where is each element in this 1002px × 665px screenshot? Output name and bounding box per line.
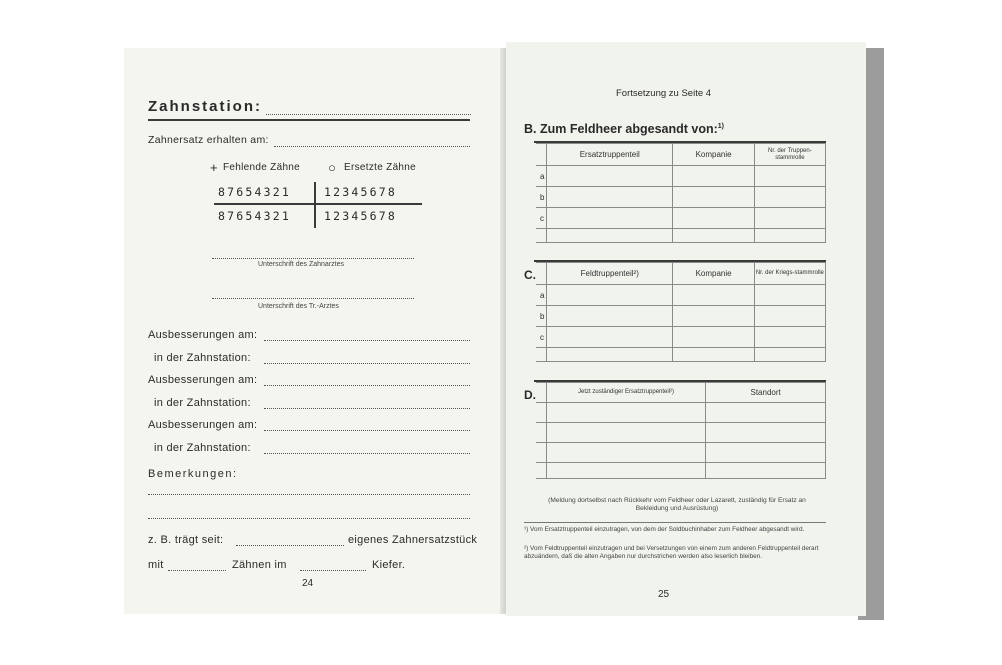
- section-b-cell[interactable]: [754, 208, 825, 229]
- teeth-upper-right: 12345678: [324, 185, 397, 199]
- section-d-table: [536, 382, 826, 479]
- repair-3-date-line[interactable]: [264, 430, 470, 431]
- missing-teeth-legend: Fehlende Zähne: [223, 162, 301, 173]
- section-b-cell[interactable]: [673, 187, 754, 208]
- repair-1-date-label: Ausbesserungen am:: [148, 329, 258, 341]
- section-b-cell[interactable]: [547, 187, 673, 208]
- section-b-row-c: [536, 208, 826, 229]
- tooth-chart-vertical: [314, 182, 316, 228]
- section-c-cell[interactable]: [547, 348, 673, 362]
- section-c-cell[interactable]: [754, 327, 825, 348]
- teeth-in-label: Zähnen im: [232, 559, 287, 571]
- left-page-title: Zahnstation:: [148, 98, 262, 115]
- jaw-label: Kiefer.: [372, 559, 406, 571]
- teeth-count-line[interactable]: [168, 570, 226, 571]
- right-page: [506, 42, 866, 616]
- own-denture-label: eigenes Zahnersatzstück: [348, 534, 478, 546]
- section-c-cell[interactable]: [673, 327, 754, 348]
- section-d-header-unit: Jetzt zuständiger Ersatztruppenteil²): [546, 383, 705, 403]
- section-b-row-a: [536, 166, 826, 187]
- section-d-corner-cell: [536, 383, 546, 403]
- repair-3-station-label: in der Zahnstation:: [154, 442, 251, 454]
- section-b-cell[interactable]: [754, 229, 825, 243]
- section-d-cell[interactable]: [546, 463, 705, 479]
- section-d-spacer: [536, 443, 546, 463]
- section-b-corner-cell: [536, 144, 547, 166]
- section-b-row-letter: b: [536, 187, 547, 208]
- section-b-cell[interactable]: [547, 229, 673, 243]
- missing-teeth-symbol: +: [210, 160, 218, 175]
- doctor-signature-caption: Unterschrift des Tr.-Arztes: [258, 303, 339, 310]
- section-b-header-rollnr: Nr. der Truppen-stammrolle: [754, 144, 825, 166]
- section-d-spacer: [536, 403, 546, 423]
- section-d-spacer: [536, 463, 546, 479]
- section-d-cell[interactable]: [546, 403, 705, 423]
- section-d-letter: D.: [524, 388, 536, 402]
- section-c-table: [536, 262, 826, 362]
- section-b-title-text: B. Zum Feldheer abgesandt von:: [524, 122, 718, 136]
- section-b-header-row: [536, 144, 826, 166]
- section-d-cell[interactable]: [546, 423, 705, 443]
- section-d-cell[interactable]: [706, 403, 826, 423]
- with-label: mit: [148, 559, 164, 571]
- section-c-letter: C.: [524, 268, 536, 282]
- doctor-signature-line[interactable]: [212, 298, 414, 299]
- section-c-row-letter: [536, 348, 547, 362]
- section-b-row-letter: a: [536, 166, 547, 187]
- section-d-cell[interactable]: [546, 443, 705, 463]
- section-d-cell[interactable]: [706, 463, 826, 479]
- return-note: (Meldung dortselbst nach Rückkehr vom Feldheer oder Lazarett, zuständig für Ersatz an Bekleidung und Ausrüstung): [548, 497, 806, 512]
- repair-1-date-line[interactable]: [264, 340, 470, 341]
- footnote-rule: [524, 522, 826, 523]
- section-c-cell[interactable]: [547, 285, 673, 306]
- left-page-number: 24: [302, 578, 314, 589]
- wears-since-label: z. B. trägt seit:: [148, 534, 224, 546]
- section-c-cell[interactable]: [673, 306, 754, 327]
- section-b-footnote-mark: 1): [717, 122, 725, 130]
- section-b-cell[interactable]: [754, 187, 825, 208]
- section-c-cell[interactable]: [754, 285, 825, 306]
- repair-1-station-line[interactable]: [264, 363, 470, 364]
- section-c-row-letter: a: [536, 285, 547, 306]
- section-c-cell[interactable]: [754, 348, 825, 362]
- section-c-cell[interactable]: [754, 306, 825, 327]
- zahnersatz-label: Zahnersatz erhalten am:: [148, 134, 269, 146]
- footnote-2: ²) Vom Feldtruppenteil einzutragen und bei Versetzungen von einem zum anderen Feldtruppenteil derart abzuändern, daß die alten Angaben nur durchstrichen werden also leserlich bleiben.: [524, 545, 819, 560]
- tooth-chart-horizontal: [214, 203, 422, 205]
- teeth-lower-left: 87654321: [218, 209, 291, 223]
- section-b-cell[interactable]: [673, 229, 754, 243]
- title-line: [266, 114, 471, 115]
- zahnersatz-line[interactable]: [274, 146, 470, 147]
- section-b-cell[interactable]: [673, 208, 754, 229]
- section-c-cell[interactable]: [547, 306, 673, 327]
- section-d-cell[interactable]: [706, 423, 826, 443]
- section-b-row-letter: [536, 229, 547, 243]
- section-b-row-extra: [536, 229, 826, 243]
- section-b-cell[interactable]: [754, 166, 825, 187]
- teeth-upper-left: 87654321: [218, 185, 291, 199]
- replaced-teeth-symbol: ○: [328, 160, 336, 175]
- section-c-header-unit: Feldtruppenteil²): [547, 263, 673, 285]
- section-c-row-letter: c: [536, 327, 547, 348]
- section-c-header-rollnr: Nr. der Kriegs-stammrolle: [754, 263, 825, 285]
- repair-2-date-line[interactable]: [264, 385, 470, 386]
- repair-3-date-label: Ausbesserungen am:: [148, 419, 258, 431]
- section-b-title: [524, 122, 724, 136]
- section-c-cell[interactable]: [673, 285, 754, 306]
- repair-3-station-line[interactable]: [264, 453, 470, 454]
- section-c-row-letter: b: [536, 306, 547, 327]
- section-b-cell[interactable]: [547, 208, 673, 229]
- footnote-1: ¹) Vom Ersatztruppenteil einzutragen, von dem der Soldbuchinhaber zum Feldheer abgesandt wird.: [524, 526, 805, 533]
- jaw-line[interactable]: [300, 570, 366, 571]
- section-d-spacer: [536, 423, 546, 443]
- section-c-cell[interactable]: [673, 348, 754, 362]
- dentist-signature-caption: Unterschrift des Zahnarztes: [258, 261, 344, 268]
- section-b-row-letter: c: [536, 208, 547, 229]
- section-b-cell[interactable]: [673, 166, 754, 187]
- section-c-row-b: [536, 306, 826, 327]
- section-b-cell[interactable]: [547, 166, 673, 187]
- right-page-number: 25: [658, 589, 670, 600]
- section-d-header-row: [536, 383, 826, 403]
- continuation-note: Fortsetzung zu Seite 4: [616, 88, 712, 99]
- section-c-row-c: [536, 327, 826, 348]
- section-c-header-row: [536, 263, 826, 285]
- teeth-lower-right: 12345678: [324, 209, 397, 223]
- section-d-row: [536, 423, 826, 443]
- section-c-header-company: Kompanie: [673, 263, 754, 285]
- section-c-row-a: [536, 285, 826, 306]
- remarks-label: Bemerkungen:: [148, 468, 238, 480]
- left-page: [124, 48, 514, 614]
- title-rule: [148, 119, 470, 121]
- section-d-cell[interactable]: [706, 443, 826, 463]
- section-b-table: [536, 143, 826, 243]
- dentist-signature-line[interactable]: [212, 258, 414, 259]
- wears-since-line[interactable]: [236, 545, 344, 546]
- section-b-header-unit: Ersatztruppenteil: [547, 144, 673, 166]
- section-d-row: [536, 463, 826, 479]
- section-b-row-b: [536, 187, 826, 208]
- section-c-cell[interactable]: [547, 327, 673, 348]
- section-c-corner-cell: [536, 263, 547, 285]
- repair-2-station-label: in der Zahnstation:: [154, 397, 251, 409]
- remarks-line-1[interactable]: [148, 494, 470, 495]
- section-c-row-extra: [536, 348, 826, 362]
- repair-1-station-label: in der Zahnstation:: [154, 352, 251, 364]
- section-d-row: [536, 443, 826, 463]
- remarks-line-2[interactable]: [148, 518, 470, 519]
- replaced-teeth-legend: Ersetzte Zähne: [344, 162, 417, 173]
- section-b-header-company: Kompanie: [673, 144, 754, 166]
- repair-2-station-line[interactable]: [264, 408, 470, 409]
- repair-2-date-label: Ausbesserungen am:: [148, 374, 258, 386]
- section-d-header-location: Standort: [706, 383, 826, 403]
- section-d-row: [536, 403, 826, 423]
